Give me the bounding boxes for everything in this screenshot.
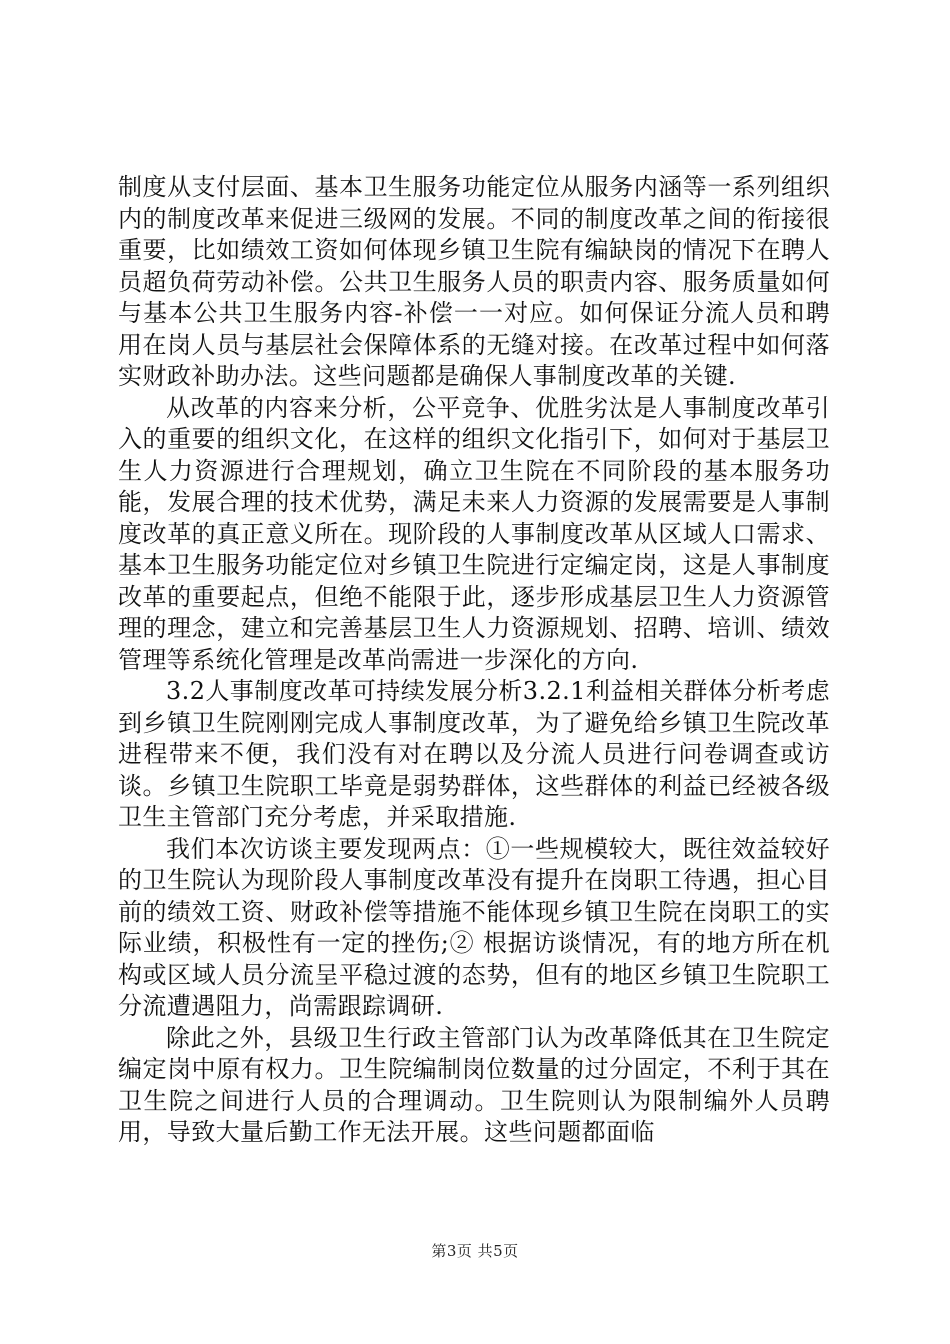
paragraph-3: 3.2人事制度改革可持续发展分析3.2.1利益相关群体分析考虑到乡镇卫生院刚刚完成人事制度改革，为了避免给乡镇卫生院改革进程带来不便，我们没有对在聘以及分流人员进行问卷调查或访谈。乡镇卫生院职工毕竟是弱势群体，这些群体的利益已经被各级卫生主管部门充分考虑，并采取措施. (118, 677, 830, 831)
paragraph-1: 制度从支付层面、基本卫生服务功能定位从服务内涵等一系列组织内的制度改革来促进三级网的发展。不同的制度改革之间的衔接很重要，比如绩效工资如何体现乡镇卫生院有编缺岗的情况下在聘人员超负荷劳动补偿。公共卫生服务人员的职责内容、服务质量如何与基本公共卫生服务内容-补偿一一对应。如何保证分流人员和聘用在岗人员与基层社会保障体系的无缝对接。在改革过程中如何落实财政补助办法。这些问题都是确保人事制度改革的关键. (118, 173, 830, 390)
paragraph-2: 从改革的内容来分析，公平竞争、优胜劣汰是人事制度改革引入的重要的组织文化，在这样的组织文化指引下，如何对于基层卫生人力资源进行合理规划，确立卫生院在不同阶段的基本服务功能，发展合理的技术优势，满足未来人力资源的发展需要是人事制度改革的真正意义所在。现阶段的人事制度改革从区域人口需求、基本卫生服务功能定位对乡镇卫生院进行定编定岗，这是人事制度改革的重要起点，但绝不能限于此，逐步形成基层卫生人力资源管理的理念，建立和完善基层卫生人力资源规划、招聘、培训、绩效管理等系统化管理是改革尚需进一步深化的方向. (118, 393, 830, 674)
paragraph-5: 除此之外，县级卫生行政主管部门认为改革降低其在卫生院定编定岗中原有权力。卫生院编制岗位数量的过分固定，不利于其在卫生院之间进行人员的合理调动。卫生院则认为限制编外人员聘用，导致大量后勤工作无法开展。这些问题都面临 (118, 1023, 830, 1146)
paragraph-4: 我们本次访谈主要发现两点：①一些规模较大，既往效益较好的卫生院认为现阶段人事制度改革没有提升在岗职工待遇，担心目前的绩效工资、财政补偿等措施不能体现乡镇卫生院在岗职工的实际业绩，积极性有一定的挫伤;② 根据访谈情况，有的地方所在机构或区域人员分流呈平稳过渡的态势，但有的地区乡镇卫生院职工分流遭遇阻力，尚需跟踪调研. (118, 834, 830, 1020)
page-number-footer: 第3页 共5页 (431, 1242, 519, 1260)
document-body (118, 172, 830, 1149)
